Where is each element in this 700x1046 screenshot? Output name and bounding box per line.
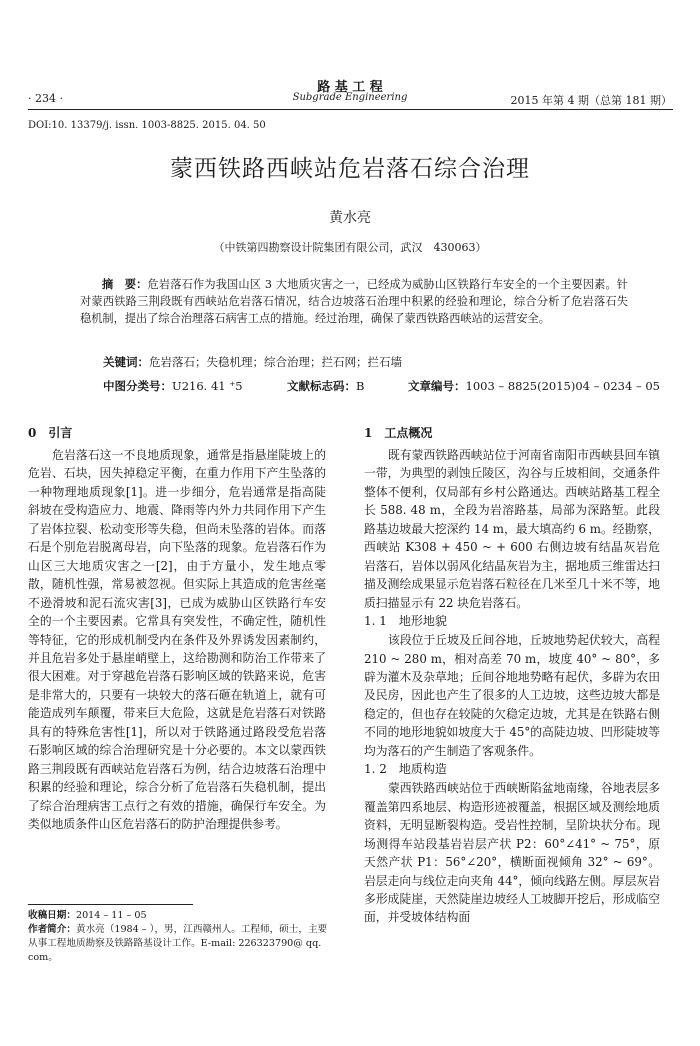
subsection-heading-geology: 1. 2 地质构造 [364, 762, 447, 777]
keywords [103, 354, 643, 370]
left-column [28, 424, 326, 834]
clc-number [103, 378, 243, 394]
footnote-rule [28, 904, 193, 905]
issue-info: 2015 年第 4 期（总第 181 期） [510, 94, 672, 107]
geology-paragraph: 蒙西铁路西峡站位于西峡断陷盆地南缘，谷地表层多覆盖第四系地层、构造形迹被覆盖，根据区域及测绘地质资料，无明显断裂构造。受岩性控制，呈阶块状分布。现场测得车站段基岩岩层产状 P2：60°∠41° ~ 75°，原天然产状 P1：56°∠20°，横断面视倾角 32° ~ 69°。岩层走向与线位走向夹角 44°，倾向线路左侧。厚层灰岩多形成陡崖，天然陡崖边坡经人工坡脚开挖后，形成临空面，并受坡体结构面 [364, 781, 660, 925]
paper-title: 蒙西铁路西峡站危岩落石综合治理 [170, 156, 530, 182]
right-column [364, 424, 660, 927]
keywords-text: 危岩落石；失稳机理；综合治理；拦石网；拦石墙 [149, 355, 402, 369]
received-value: 2014 – 11 – 05 [75, 910, 147, 921]
page-number: · 234 · [28, 92, 63, 105]
header-rule [28, 109, 673, 110]
doc-code-value: B [356, 379, 365, 393]
clc-label: 中图分类号： [103, 379, 172, 393]
journal-name-en: Subgrade Engineering [292, 92, 408, 103]
introduction-paragraph: 危岩落石这一不良地质现象，通常是指悬崖陡坡上的危岩、石块，因失掉稳定平衡，在重力作用下产生坠落的一种物理地质现象[1]。进一步细分，危岩通常是指高陡斜坡在受构造应力、地震、降雨等内外力共同作用下产生了岩体拉裂、松动变形等失稳，但尚未坠落的岩体。而落石是个别危岩脱离母岩，向下坠落的现象。危岩落石作为山区三大地质灾害之一[2]，由于方量小，发生地点零散，随机性强，常易被忽视。但实际上其造成的危害丝毫不逊滑坡和泥石流灾害[3]，已成为威胁山区铁路行车安全的一个主要因素。它常具有突发性，不确定性，随机性等特征，它的形成机制受内在条件及外界诱发因素制约，并且危岩多处于悬崖峭壁上，这给勘测和防治工作带来了很大困难。对于穿越危岩落石影响区域的铁路来说，危害是非常大的，只要有一块较大的落石砸在轨道上，就有可能造成列车颠覆，带来巨大危险，这就是危岩落石对铁路具有的特殊危害性[1]，所以对于铁路通过路段受危岩落石影响区域的综合治理研究是十分必要的。本文以蒙西铁路三荆段既有西峡站危岩落石为例，结合边坡落石治理中积累的经验和理论，综合分析了危岩落石失稳机制，提出了综合治理病害工点行之有效的措施，确保行车安全。为类似地质条件山区危岩落石的防护治理提供参考。 [28, 448, 326, 832]
affiliation: （中铁第四勘察设计院集团有限公司，武汉 430063） [213, 241, 487, 254]
author: 黄水亮 [329, 210, 371, 226]
abstract-label: 摘 要： [102, 277, 148, 291]
author-bio [28, 923, 328, 965]
bio-label: 作者简介： [28, 924, 76, 935]
journal-name-cn: 路 基 工 程 [317, 80, 383, 95]
topography-paragraph: 该段位于丘坡及丘间谷地，丘坡地势起伏较大，高程 210 ~ 280 m，相对高差 70 m，坡度 40° ~ 80°，多辟为灌木及杂草地；丘间谷地地势略有起伏，多辟为农田及民房，因此也产生了很多的人工边坡，这些边坡大都是稳定的，但也存在较陡的欠稳定边坡，尤其是在铁路右侧不同的地形地貌如坡度大于 45°的高陡边坡、凹形陡坡等均为落石的产生制造了客观条件。 [364, 633, 660, 758]
received-label: 收稿日期： [28, 910, 76, 921]
clc-value: U216. 41 ⁺5 [172, 379, 243, 393]
site-overview-paragraph: 既有蒙西铁路西峡站位于河南省南阳市西峡县回车镇一带，为典型的剥蚀丘陵区，沟谷与丘坡相间，交通条件整体不便利，仅局部有乡村公路通达。西峡站路基工程全长 588. 48 m，全段为岩溶路基，局部为深路堑。此段路基边坡最大挖深约 14 m，最大填高约 6 m。经勘察，西峡站 K308 + 450 ~ + 600 右侧边坡有结晶灰岩危岩落石，岩体以弱风化结晶灰岩为主，据地质三维雷达扫描及测绘成果显示危岩落石粒径在几米至几十米不等，地质扫描显示有 22 块危岩落石。 [364, 448, 660, 610]
subsection-heading-topography: 1. 1 地形地貌 [364, 614, 447, 629]
keywords-label: 关键词： [103, 355, 149, 369]
article-number-value: 1003 – 8825(2015)04 – 0234 – 05 [465, 379, 660, 393]
abstract [80, 276, 628, 327]
bio-text: 黄水亮（1984 – ），男，江西赣州人。工程师，硕士，主要从事工程地质勘察及铁路路基设计工作。E-mail: 226323790@ qq. com。 [28, 924, 328, 963]
received-date [28, 909, 328, 923]
footnote [28, 909, 328, 965]
section-heading-site-overview: 1 工点概况 [364, 426, 433, 440]
document-code [287, 378, 364, 394]
section-heading-introduction: 0 引言 [28, 426, 73, 440]
doc-code-label: 文献标志码： [287, 379, 356, 393]
article-number-label: 文章编号： [408, 379, 466, 393]
article-number [408, 378, 660, 394]
doi: DOI:10. 13379/j. issn. 1003-8825. 2015. 04. 50 [28, 120, 266, 131]
abstract-text: 危岩落石作为我国山区 3 大地质灾害之一，已经成为威胁山区铁路行车安全的一个主要因素。针对蒙西铁路三荆段既有西峡站危岩落石情况，结合边坡落石治理中积累的经验和理论，综合分析了危岩落石失稳机制，提出了综合治理落石病害工点的措施。经过治理，确保了蒙西铁路西峡站的运营安全。 [80, 278, 628, 325]
